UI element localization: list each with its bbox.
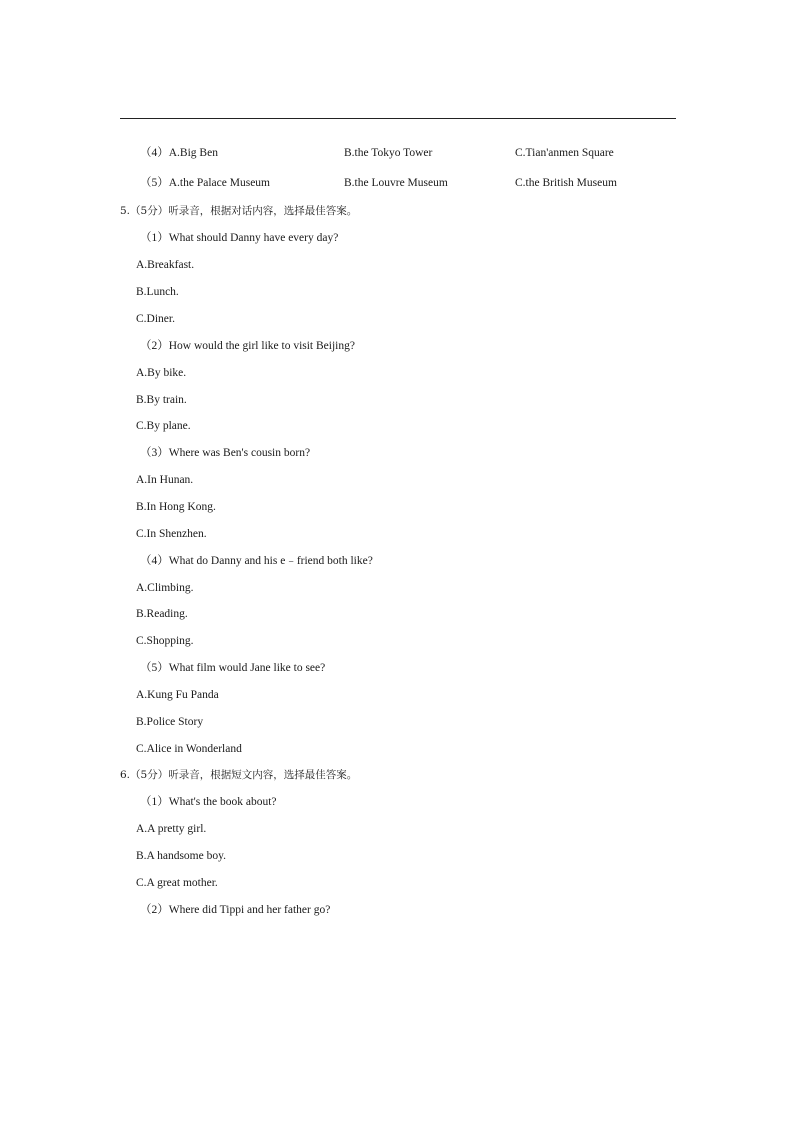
q5-5-option-a: A.Kung Fu Panda — [136, 689, 219, 701]
q6-heading: 6.（5分）听录音，根据短文内容，选择最佳答案。 — [120, 769, 358, 781]
q5-4-option-a: A.Climbing. — [136, 582, 194, 594]
q5-1-option-b: B.Lunch. — [136, 286, 179, 298]
q5-2-option-a: A.By bike. — [136, 367, 187, 379]
q5-4-question: （4）What do Danny and his e﹣friend both like? — [140, 555, 373, 567]
option-4c: C.Tian'anmen Square — [515, 147, 614, 159]
q6-1-option-c: C.A great mother. — [136, 877, 218, 889]
q5-4-option-c: C.Shopping. — [136, 635, 194, 647]
q5-3-option-c: C.In Shenzhen. — [136, 528, 207, 540]
q5-1-option-a: A.Breakfast. — [136, 259, 195, 271]
option-5a: （5）A.the Palace Museum — [140, 177, 270, 189]
q5-5-question: （5）What film would Jane like to see? — [140, 662, 326, 674]
q5-heading: 5.（5分）听录音，根据对话内容，选择最佳答案。 — [120, 205, 358, 217]
q6-1-option-b: B.A handsome boy. — [136, 850, 226, 862]
q6-1-option-a: A.A pretty girl. — [136, 823, 207, 835]
q5-5-option-c: C.Alice in Wonderland — [136, 743, 242, 755]
option-5c: C.the British Museum — [515, 177, 617, 189]
q5-2-option-b: B.By train. — [136, 394, 187, 406]
q6-2-question: （2）Where did Tippi and her father go? — [140, 904, 331, 916]
option-4a: （4）A.Big Ben — [140, 147, 218, 159]
option-4b: B.the Tokyo Tower — [344, 147, 433, 159]
q5-1-question: （1）What should Danny have every day? — [140, 232, 339, 244]
q5-5-option-b: B.Police Story — [136, 716, 204, 728]
q5-3-question: （3）Where was Ben's cousin born? — [140, 447, 311, 459]
q5-3-option-b: B.In Hong Kong. — [136, 501, 216, 513]
q5-3-option-a: A.In Hunan. — [136, 474, 194, 486]
q5-4-option-b: B.Reading. — [136, 608, 188, 620]
option-5b: B.the Louvre Museum — [344, 177, 448, 189]
q5-2-question: （2）How would the girl like to visit Beijing? — [140, 340, 355, 352]
q5-1-option-c: C.Diner. — [136, 313, 175, 325]
q6-1-question: （1）What's the book about? — [140, 796, 277, 808]
header-rule — [120, 118, 676, 119]
q5-2-option-c: C.By plane. — [136, 420, 191, 432]
